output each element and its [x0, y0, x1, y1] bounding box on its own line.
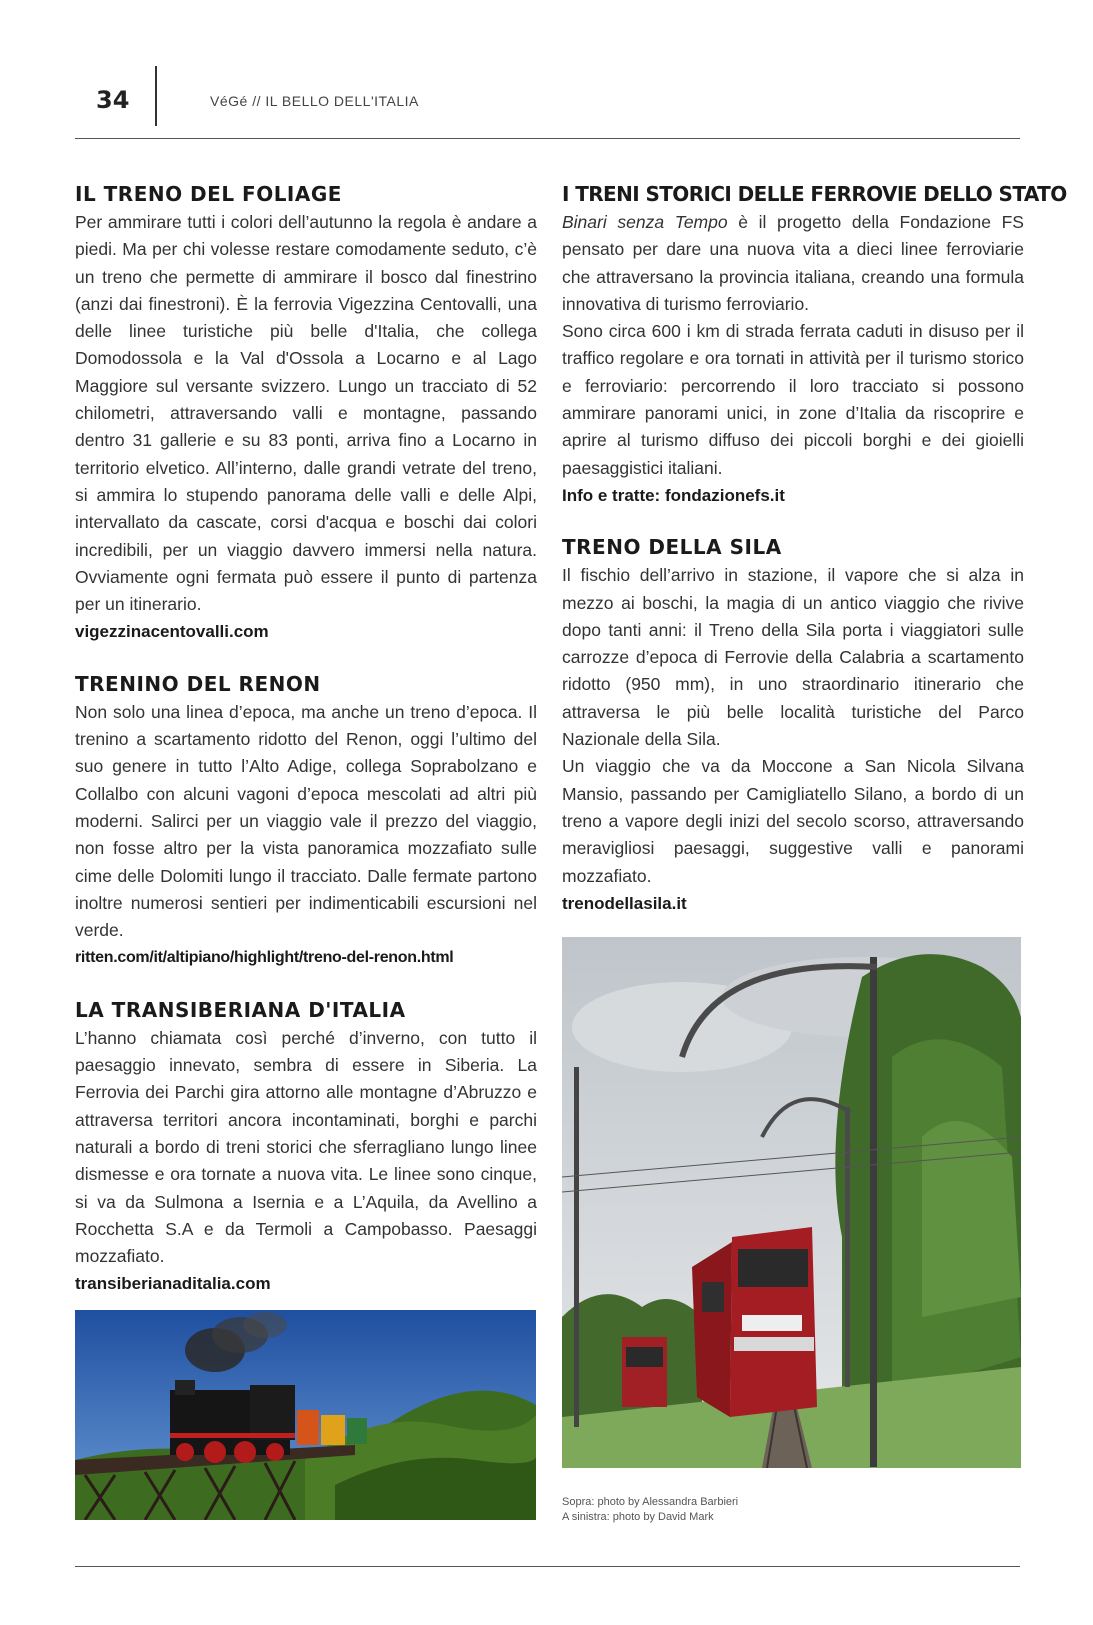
header-divider	[155, 66, 157, 126]
article-link[interactable]: trenodellasila.it	[562, 893, 687, 913]
right-column	[562, 181, 1067, 942]
article-renon	[75, 671, 537, 972]
article-link[interactable]: vigezzinacentovalli.com	[75, 622, 269, 642]
article-link[interactable]: ritten.com/it/altipiano/highlight/treno-del-renon.html	[75, 949, 454, 967]
caption-line-left: A sinistra: photo by David Mark	[562, 1511, 714, 1523]
running-title: VéGé // IL BELLO DELL'ITALIA	[210, 93, 419, 109]
article-sila	[562, 534, 1024, 917]
page-number: 34	[96, 86, 130, 114]
article-title: IL TRENO DEL FOLIAGE	[75, 182, 342, 206]
article-link[interactable]: Info e tratte: fondazionefs.it	[562, 485, 785, 505]
article-title: TRENINO DEL RENON	[75, 671, 321, 696]
article-body-2: Un viaggio che va da Moccone a San Nicola Silvana Mansio, passando per Camigliatello Silano, a bordo di un treno a vapore degli inizi del secolo scorso, attraversando meravigliosi paesaggi, suggestive valli e panorami mozzafiato.	[562, 756, 1024, 886]
article-title: LA TRANSIBERIANA D'ITALIA	[75, 997, 406, 1022]
article-link[interactable]: transiberianaditalia.com	[75, 1274, 271, 1294]
page-header	[0, 0, 1093, 140]
article-treni-storici	[562, 181, 1067, 509]
article-body-2: Sono circa 600 i km di strada ferrata caduti in disuso per il traffico regolare e ora tornati in attività per il turismo storico e ferroviario: percorrendo il loro tracciato si possono ammirare panorami unici, in zone d’Italia da riscoprire e aprire al turismo diffuso dei piccoli borghi e dei gioielli paesaggistici italiani.	[562, 321, 1024, 478]
article-foliage	[75, 181, 537, 646]
article-body: Non solo una linea d’epoca, ma anche un treno d’epoca. Il trenino a scartamento ridotto del Renon, oggi l’ultimo del suo genere in tutto l’Alto Adige, collega Soprabolzano e Collalbo con alcuni vagoni d’epoca mescolati ad altri più moderni. Salirci per un viaggio vale il prezzo del viaggio, non fosse altro per la vista panoramica mozzafiato sulle cime delle Dolomiti lungo il tracciato. Dalle fermate partono inoltre numerosi sentieri per indimenticabili escursioni nel verde.	[75, 701, 537, 941]
intro-text: è il progetto della Fondazione FS pensato per dare una nuova vita a dieci linee ferroviarie che attraversano la provincia italiana, creando una formula innovativa di turismo ferroviario.	[562, 212, 1024, 314]
steam-train-illustration	[75, 1310, 536, 1520]
left-column	[75, 181, 537, 1323]
project-name: Binari senza Tempo	[562, 212, 728, 232]
top-rule	[75, 138, 1020, 139]
article-title: I TRENI STORICI DELLE FERROVIE DELLO STATO	[562, 182, 1067, 206]
bottom-rule	[75, 1566, 1020, 1567]
article-body: L’hanno chiamata così perché d’inverno, con tutto il paesaggio innevato, sembra di essere in Siberia. La Ferrovia dei Parchi gira attorno alle montagne d’Abruzzo e attraversa territori ancora incontaminati, borghi e parchi naturali a bordo di treni storici che sferragliano lungo linee dismesse e ora tornate a nuova vita. Le linee sono cinque, si va da Sulmona a Isernia e a L’Aquila, da Avellino a Rocchetta S.A e da Termoli a Campobasso. Paesaggi mozzafiato.	[75, 1027, 537, 1267]
sila-train-illustration	[562, 937, 1021, 1468]
article-body	[562, 209, 1024, 318]
caption-line-above: Sopra: photo by Alessandra Barbieri	[562, 1496, 739, 1508]
article-body: Il fischio dell’arrivo in stazione, il vapore che si alza in mezzo ai boschi, la magia di un antico viaggio che rivive dopo tanti anni: il Treno della Sila porta i viaggiatori sulle carrozze d’epoca di Ferrovie della Calabria a scartamento ridotto (950 mm), in uno straordinario itinerario che attraversa le più belle località turistiche del Parco Nazionale della Sila.	[562, 565, 1024, 750]
photo-caption	[562, 1495, 862, 1525]
article-title: TRENO DELLA SILA	[562, 535, 782, 560]
photo-steam-train	[75, 1310, 536, 1520]
photo-sila-train	[562, 937, 1021, 1468]
article-body: Per ammirare tutti i colori dell’autunno la regola è andare a piedi. Ma per chi volesse restare comodamente seduto, c’è un treno che permette di ammirare il bosco dal finestrino (anzi dai finestroni). È la ferrovia Vigezzina Centovalli, una delle linee turistiche più belle d'Italia, che collega Domodossola e la Val d'Ossola a Locarno e al Lago Maggiore sul versante svizzero. Lungo un tracciato di 52 chilometri, attraversando valli e montagne, passando dentro 31 gallerie e su 83 ponti, arriva fino a Locarno in territorio elvetico. All’interno, dalle grandi vetrate del treno, si ammira lo stupendo panorama delle valli e delle Alpi, intervallato da cascate, corsi d'acqua e boschi dai colori incredibili, per un viaggio davvero immersi nella natura. Ovviamente ogni fermata può essere il punto di partenza per un itinerario.	[75, 212, 537, 615]
article-transiberiana	[75, 997, 537, 1298]
